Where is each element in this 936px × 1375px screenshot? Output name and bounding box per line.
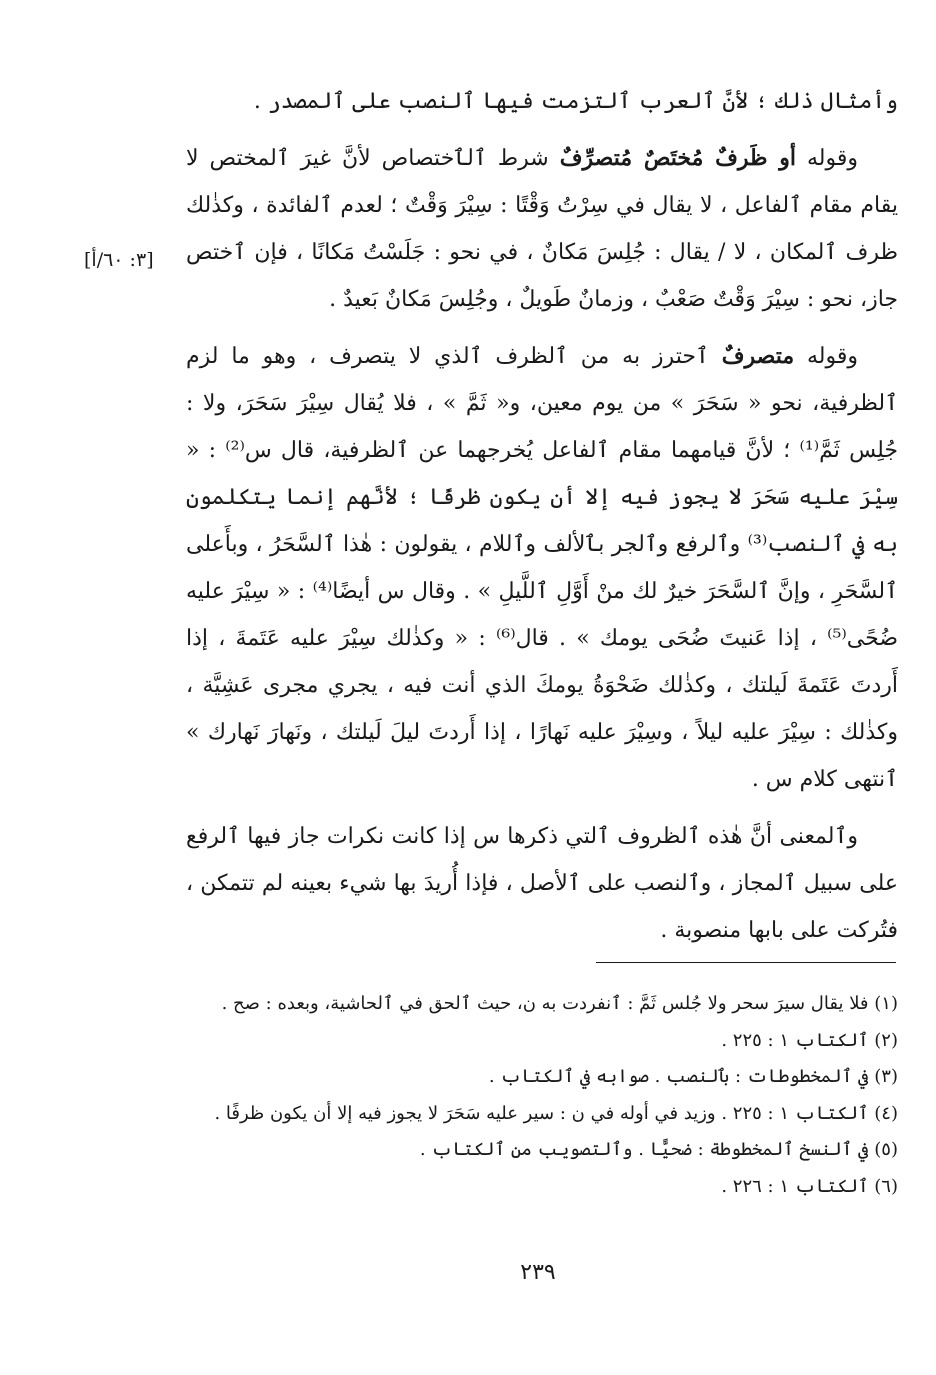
paragraph-4: وٱلمعنى أنَّ هٰذه ٱلظروف ٱلتي ذكرها س إذا كانت نكرات جاز فيها ٱلرفع على سبيل ٱلمجاز ، وٱلنصب على ٱلأصل ، فإذا أُريدَ بها شيء بعينه لم تتمكن ، فتُركت على بابها منصوبة . xyxy=(186,824,898,943)
paragraph-3-lead: وقوله xyxy=(794,344,859,369)
footnote-separator xyxy=(596,962,896,963)
page-number: ٢٣٩ xyxy=(520,1260,556,1285)
main-text xyxy=(186,78,898,954)
paragraph-2-term: أو ظَرفٌ مُختَصٌ مُتصرِّفٌ xyxy=(559,145,796,171)
paragraph-3-term: متصرفٌ xyxy=(721,343,795,369)
paragraph-2-lead: وقوله xyxy=(795,146,858,171)
footnote-2: (٢) ٱلكتاب ١ : ٢٢٥ . xyxy=(721,1029,898,1051)
paragraph-3-rest: ٱحترز به من ٱلظرف ٱلذي لا يتصرف ، وهو ما لزم ٱلظرفية، نحو « سَحَرَ » من يوم معين، و« ثَمَّ » ، فلا يُقال سِيْرَ سَحَرَ، ولا : جُلِس ثَمَّ⁽¹⁾ ؛ لأنَّ قيامهما مقام ٱلفاعل يُخرجهما عن ٱلظرفية، قال س⁽²⁾ : « سِيْرَ عليه سَحَرَ لا يجوز فيه إلا أن يكون ظرفًا ؛ لأنَّهم إنما يتكلمون به في ٱلنصب⁽³⁾ وٱلرفع وٱلجر بٱلألف وٱللام ، يقولون : هٰذا ٱلسَّحَرُ ، وبأَعلى ٱلسَّحَرِ ، وإنَّ ٱلسَّحَرَ خيرٌ لك منْ أَوَّلِ ٱللَّيلِ » . وقال س أيضًا⁽⁴⁾ : « سِيْرَ عليه ضُحًى⁽⁵⁾ ، إذا عَنيتَ ضُحَى يومك » . قال⁽⁶⁾ : « وكذٰلك سِيْرَ عليه عَتَمةَ ، إذا أَردتَ عَتَمةَ لَيلتك ، وكذٰلك ضَحْوَةُ يومكَ الذي أنت فيه ، يجري مجرى عَشِيَّة ، وكذٰلك : سِيْرَ عليه ليلاً ، وسِيْرَ عليه نَهارًا ، إذا أَردتَ ليلَ لَيلتك ، ونَهارَ نَهارك » ٱنتهى كلام س . xyxy=(186,344,899,792)
paragraph-3 xyxy=(186,333,898,803)
footnote-6: (٦) ٱلكتاب ١ : ٢٢٦ . xyxy=(721,1175,898,1197)
paragraph-2-rest: شرط ٱلٱختصاص لأنَّ غيرَ ٱلمختص لا يقام مقام ٱلفاعل ، لا يقال في سِرْتُ وَقْتًا : سِيْرَ وَقْتٌ ؛ لعدم ٱلفائدة ، وكذٰلك ظرف ٱلمكان ، لا / يقال : جُلِسَ مَكانٌ ، في نحو : جَلَسْتُ مَكانًا ، فإن ٱختص جاز، نحو : سِيْرَ وَقْتٌ صَعْبٌ ، وزمانٌ طَويلٌ ، وجُلِسَ مَكانٌ بَعيدٌ . xyxy=(186,146,898,312)
footnotes xyxy=(186,986,898,1205)
footnote-3: (٣) في ٱلمخطوطات : بٱلنصب . صوابه في ٱلكتاب . xyxy=(488,1066,898,1087)
footnote-1: (١) فلا يقال سيرَ سحر ولا جُلس ثَمَّ : ٱنفردت به ن، حيث ٱلحق في ٱلحاشية، وبعده : صح . xyxy=(221,993,898,1014)
footnote-4: (٤) ٱلكتاب ١ : ٢٢٥ . وزيد في أوله في ن : سير عليه سَحَرَ لا يجوز فيه إلا أن يكون ظرفًا . xyxy=(214,1102,898,1124)
paragraph-2 xyxy=(186,135,898,323)
manuscript-folio-reference: [٣: ٦٠/أ] xyxy=(84,249,154,271)
paragraph-1: وأمثال ذلك ؛ لأنَّ ٱلعرب ٱلتزمت فيها ٱلنصب على ٱلمصدر . xyxy=(253,89,898,114)
footnote-5: (٥) في ٱلنسخ ٱلمخطوطة : ضحيًّا . وٱلتصويب من ٱلكتاب . xyxy=(419,1139,898,1160)
